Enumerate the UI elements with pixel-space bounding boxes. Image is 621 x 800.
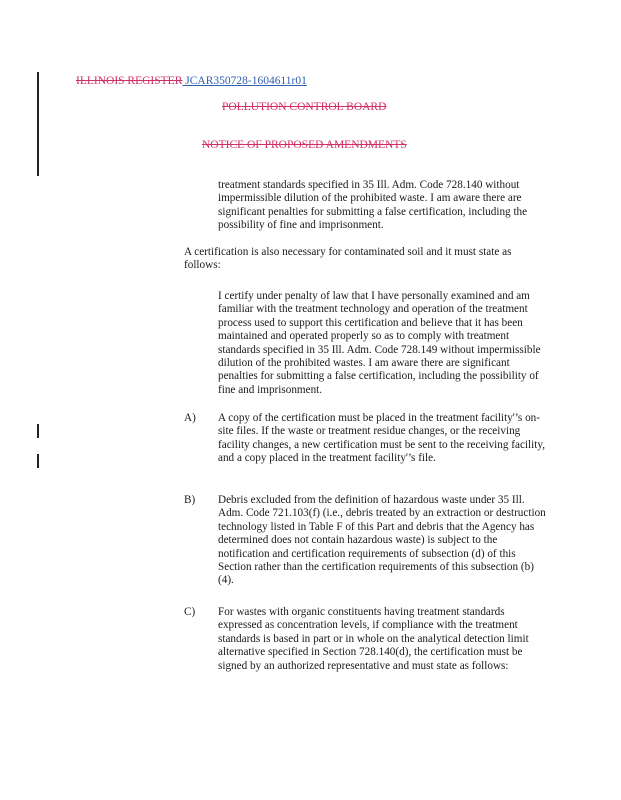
item-label-a: A) [184,412,196,424]
register-title-inserted: JCAR350728-1604611r01 [182,75,307,87]
change-bar-item-a-2 [37,454,39,468]
certification-continued: treatment standards specified in 35 Ill. Adm. Code 728.140 without impermissible dilution of the prohibited waste. I am aware there are significant penalties for submitting a false certification, including the possibility of fine and imprisonment. [218,179,528,232]
change-bar-item-a-1 [37,424,39,438]
change-bar-header [37,72,39,176]
notice-title: NOTICE OF PROPOSED AMENDMENTS [202,139,407,151]
item-text-c: For wastes with organic constituents having treatment standards expressed as concentration levels, if compliance with the treatment standards is based in part or in whole on the analytical detection limit alternative specified in Section 728.140(d), the certification must be signed by an authorized representative and must state as follows: [218,606,529,672]
board-title: POLLUTION CONTROL BOARD [222,101,387,113]
item-text-b: Debris excluded from the definition of hazardous waste under 35 Ill. Adm. Code 721.103(f) (i.e., debris treated by an extraction or destruction technology listed in Table F of this Part and debris that the Agency has determined does not contain hazardous waste) is subject to the notification and certification requirements of subsection (d) of this Section rather than the certification requirements of this subsection (b)(4). [218,494,546,587]
item-label-b: B) [184,494,196,506]
item-text-a: A copy of the certification must be placed in the treatment facility'’s on-site files. If the waste or treatment residue changes, or the receiving facility changes, a new certification must be sent to the receiving facility, and a copy placed in the treatment facility'’s file. [218,412,546,465]
soil-certification-intro: A certification is also necessary for contaminated soil and it must state as follows: [184,246,512,272]
register-title-struck: ILLINOIS REGISTER [76,75,183,87]
soil-certification-statement: I certify under penalty of law that I have personally examined and am familiar with the treatment technology and operation of the treatment process used to support this certification and believe that it has been maintained and operated properly so as to comply with treatment standards specified in 35 Ill. Adm. Code 728.149 without impermissible dilution of the prohibited wastes. I am aware there are significant penalties for submitting a false certification, including the possibility of fine and imprisonment. [218,290,541,396]
register-header [76,74,307,88]
item-label-c: C) [184,606,196,618]
